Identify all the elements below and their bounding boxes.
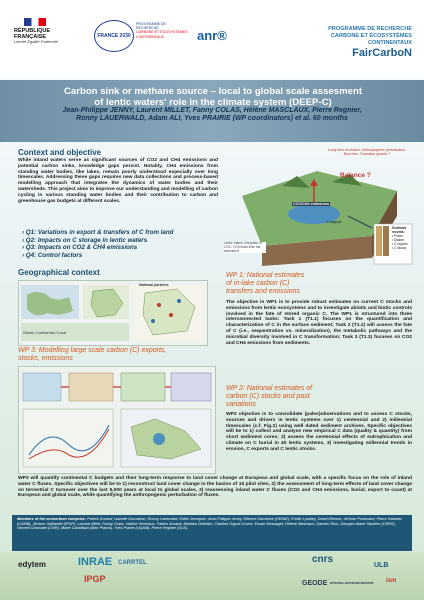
wp3-title bbox=[18, 347, 212, 363]
rf-line1: RÉPUBLIQUE bbox=[14, 28, 51, 34]
authors-line2: Ronny LAUERWALD, Adam ALI, Yves PRAIRIE (WP coordinators) et al. 60 months bbox=[76, 115, 348, 123]
rf-line2: FRANÇAISE bbox=[14, 34, 47, 40]
conceptual-figure bbox=[222, 146, 414, 270]
wp1-title-line3: transfers and emissions bbox=[226, 288, 300, 295]
wp2-title-line3: variations bbox=[226, 401, 256, 408]
prog-line2: CARBONE ET ÉCOSYSTÈMES CONTINENTAUX bbox=[136, 30, 188, 39]
questions-list bbox=[22, 229, 212, 259]
republique-francaise-logo bbox=[14, 18, 74, 45]
members-names: Patrick Durand, Isabelle Domaizon, Ronny Lauerwald, Didier Jezequel, Jean-Philippe Jenny, Etienne Dambrine (INRAE), Emilie Lyautey, David Etienne, Jérôme Poulenard, Pierre Sabatier (USMB), Jérôme Gaillardet (IPGP), Laurent Millet, Fanny Colas, Valérie Verneaux, Fabien Arnaud, Mathieu Debeljer, Charline Giguet-Covex, Erwan Messager, Hélène Masclaux, Damien Rius, Georges-Marie Saulnier (CNRS), Vincent Chanudet (CNR), Marie Canaffault (Max Planck), Yves Prairie (UQAM), Pierre Regnier (ULB). bbox=[17, 517, 402, 531]
authors bbox=[20, 107, 404, 124]
wp1-title bbox=[226, 272, 406, 296]
map-legend: National partners bbox=[139, 283, 169, 287]
question-item: › Q3: Impacts on CO2 & CH4 emissions bbox=[22, 244, 138, 252]
flux-label: CO2/CH4 emissions bbox=[293, 202, 330, 206]
question-item: › Q1: Variations in export & transfers of C from land bbox=[22, 229, 174, 236]
header bbox=[0, 0, 424, 78]
pepr-line2: CARBONE ET ÉCOSYSTÈMES CONTINENTAUX bbox=[330, 33, 412, 46]
lentic-label: Lentic waters: Integrator of CO2 / CH4 flows from the watershed bbox=[224, 242, 266, 253]
sediment-item: • Pollen bbox=[392, 234, 403, 238]
chrono-logo: chrono-environnement bbox=[330, 580, 374, 585]
wp3-title-line2: stocks, emissions bbox=[18, 355, 73, 362]
wp1-title-line2: of in-lake carbon (C) bbox=[226, 280, 290, 287]
sediment-title: Sediment records: bbox=[392, 226, 407, 234]
question-item: › Q2: Impacts on C storage in lentic waters bbox=[22, 236, 148, 244]
members-lead: Members of the consortium comprise: bbox=[17, 517, 86, 521]
pepr-block bbox=[300, 26, 412, 60]
french-flag-icon bbox=[24, 18, 46, 26]
prog-line1: PROGRAMME DE RECHERCHE bbox=[136, 22, 166, 31]
inrae-logo: INRAE bbox=[78, 556, 113, 568]
wp2-title bbox=[226, 385, 406, 409]
wp2-title-line1: WP 2: National estimates of bbox=[226, 385, 313, 392]
wp1-title-line1: WP 1: National estimates bbox=[226, 272, 305, 279]
sediment-item: • C exports bbox=[392, 242, 408, 246]
wp3-title-line1: WP 3: Modelling large scale carbon (C) exports, bbox=[18, 347, 167, 354]
authors-line1: Jean-Philippe JENNY, Laurent MILLET, Fanny COLAS, Hélène MASCLAUX, Pierre Regnier, bbox=[62, 107, 362, 114]
context-text: While inland waters serve as significant sources of CO2 and CH4 emissions and potential carbon sinks, knowledge gaps persist. Notably, CH4 emissions from standing water bodies, like lakes, remain poorly understood especially over long timescales. Addressing these gaps requires new data collections and process-based modelling approach that integrates the dynamics of water bodies and their watersheds. This project aims to improve our understanding and modelling of carbon cycling in various standing water bodies and their contribution to carbon and greenhouse gas budgets at different scales. bbox=[18, 158, 218, 204]
geo-maps bbox=[18, 280, 208, 346]
balance-label: Balance ? bbox=[340, 172, 371, 179]
france2030-logo: FRANCE 2030 bbox=[94, 20, 134, 52]
geo-heading: Geographical context bbox=[18, 268, 100, 277]
program-text bbox=[136, 22, 188, 39]
wp3-figure bbox=[18, 366, 216, 474]
wp3-text: WP3 will quantify continental C budgets and their long-term response to land cover change at European and global scale, with a specific focus on the role of inland water C fluxes. Specific objectives will be to 1) reconstruct land cover change in the basins of 15 pilot sites, 2) the assessment of long-term effects of land cover change on terrestrial C turnover over the last 5,000 years at local to global scales, 3) reassessing inland water C fluxes (CO2 and CH4 emissions, burial, export to coast) at European and global scale, while quantifying the anthropogenic perturbation of fluxes. bbox=[18, 476, 412, 499]
map-illustration bbox=[19, 281, 207, 345]
sediment-item: • C stocks bbox=[392, 246, 407, 250]
c-export-label: C export bbox=[326, 220, 342, 224]
wp1-text: The objective in WP1 is to provide robust estimates on current C stocks and emissions from lentic ecosystems and to investigate abiotic and biotic controls involved in the fate of stored organic C. The WP1 is structured into three interconnected tasks: Task 1 (T1.1) focuses on the quantification and characterization of C in the surface sediment; Task 2 (T1.2) will assess the fate of C (i.e., sequestration vs. mineralization), the metabolic pathways and the microbial diversity involved in C transformation; Task 3 (T1.3) focuses on CO2 and CH4 emissions from sediments. bbox=[226, 300, 412, 346]
ism-logo: ism bbox=[386, 578, 397, 584]
title-line2: of lentic waters' role in the climate system (DEEP-C) bbox=[94, 97, 332, 108]
anr-logo: anr® bbox=[197, 28, 227, 43]
consortium-members bbox=[12, 515, 412, 551]
edytem-logo: edytem bbox=[18, 560, 47, 569]
title-line1: Carbon sink or methane source – local to global scale assesment bbox=[63, 86, 363, 97]
map-scales: Global / Continental / Local bbox=[23, 331, 67, 335]
geode-logo: GEODE bbox=[302, 580, 328, 587]
question-item: › Q4: Control factors bbox=[22, 251, 83, 259]
ulb-logo: ULB bbox=[374, 562, 389, 569]
pepr-name: FairCarboN bbox=[352, 47, 412, 59]
carrtel-logo: CARRTEL bbox=[118, 560, 147, 566]
top-note: Long term evolution, Anthropogenic perturbation, Benches, Transition quanta ? bbox=[328, 148, 406, 157]
ipgp-logo: IPGP bbox=[84, 574, 106, 584]
sediment-legend bbox=[392, 226, 414, 250]
rf-motto: Liberté Égalité Fraternité bbox=[14, 39, 58, 44]
pepr-line1: PROGRAMME DE RECHERCHE bbox=[328, 26, 412, 32]
partner-logos bbox=[0, 552, 424, 600]
wp2-title-line2: carbon (C) stocks and past bbox=[226, 393, 310, 400]
wp2-text: WP2 objective is to consolidate (paleo)observations and to assess C stocks, sources and drivers in lentic systems over 1) centennial and 2) millennial timescales (c.f. Fig.2) using well dated sediment archives. Specific objectives will be to 1) collect and analyse new empirical C data (quality & quantity) from short sediment cores; 2) assess the centennial effects of eutrophication and climate on C burial in 40 lentic systems, 3) investigating millennial trends in erosion, C exports and C lentic stocks. bbox=[226, 412, 412, 452]
model-chain-illustration bbox=[19, 367, 215, 473]
context-heading: Context and objective bbox=[18, 148, 102, 157]
poster-title bbox=[28, 86, 398, 108]
cnrs-logo: cnrs bbox=[312, 554, 334, 565]
sediment-item: • Diatom bbox=[392, 238, 405, 242]
